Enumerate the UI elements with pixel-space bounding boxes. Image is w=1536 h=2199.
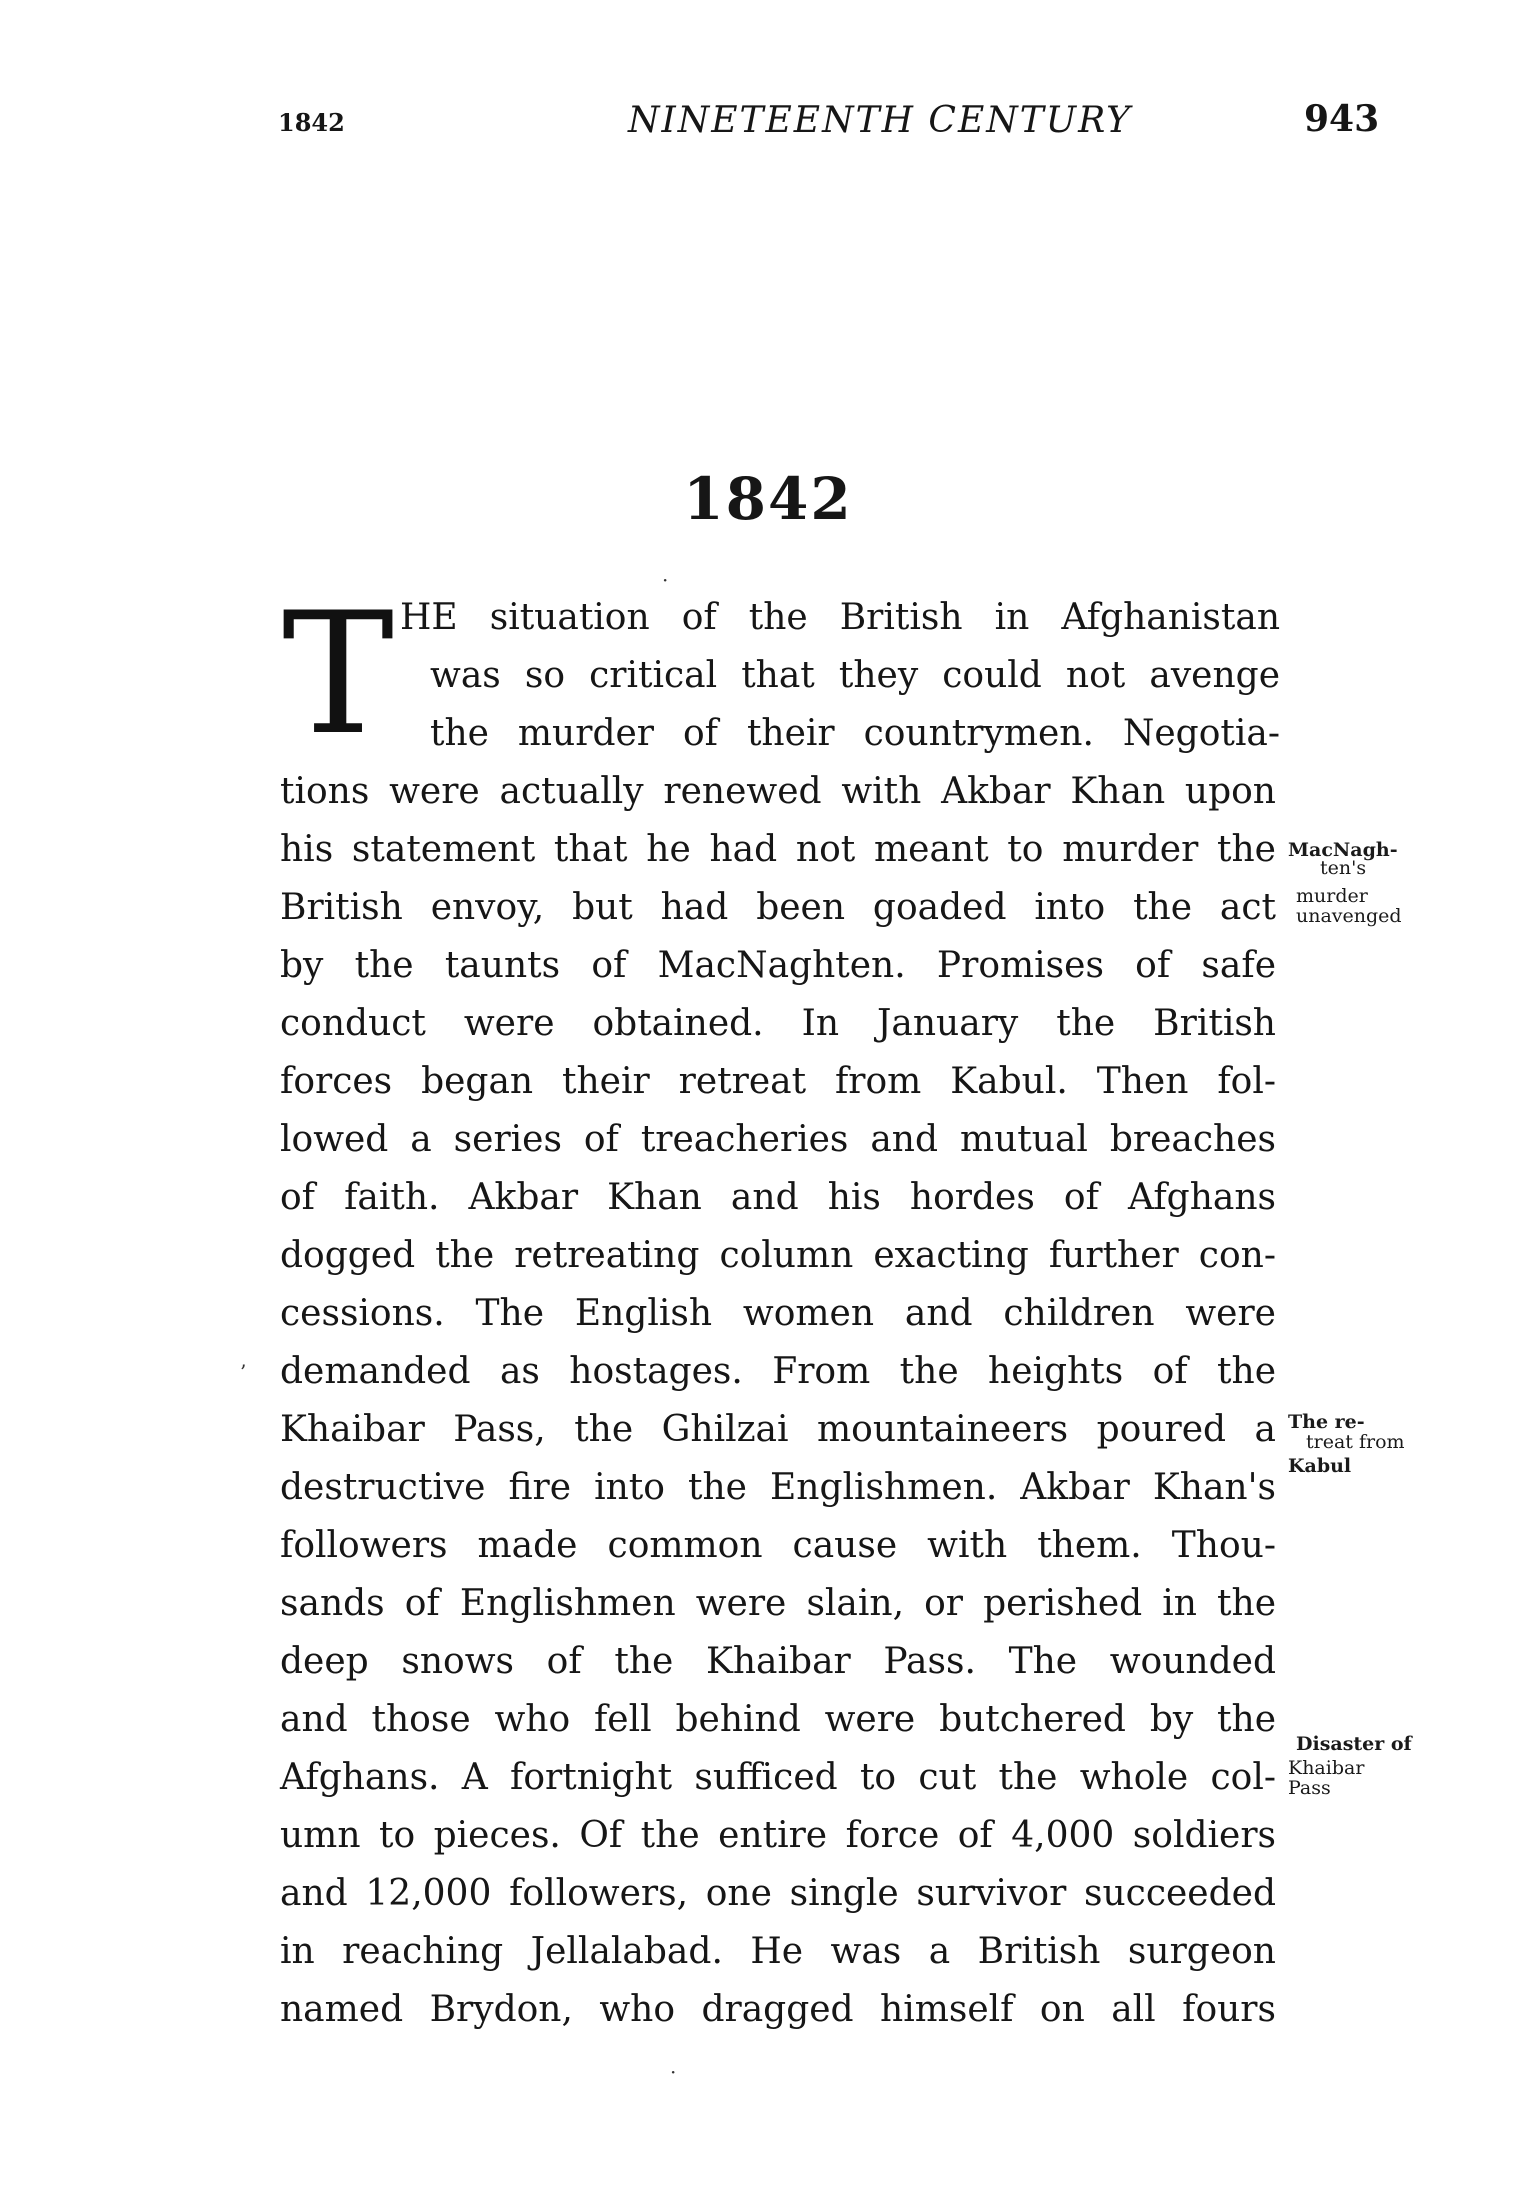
margin-note-2-line-3: Kabul bbox=[1288, 1455, 1352, 1477]
margin-note-3-line-3: Pass bbox=[1288, 1777, 1331, 1799]
body-line-14: demanded as hostages. From the heights of the bbox=[280, 1351, 1276, 1392]
body-line-11: of faith. Akbar Khan and his hordes of Afghans bbox=[280, 1177, 1276, 1218]
body-line-5: his statement that he had not meant to murder the bbox=[280, 829, 1276, 870]
chapter-year-heading: 1842 bbox=[683, 465, 853, 533]
running-head bbox=[0, 100, 1536, 144]
body-line-24: in reaching Jellalabad. He was a British surgeon bbox=[280, 1931, 1276, 1972]
body-line-4: tions were actually renewed with Akbar Khan upon bbox=[280, 771, 1276, 812]
margin-note-1-line-3: murder bbox=[1296, 885, 1368, 907]
body-line-10: lowed a series of treacheries and mutual breaches bbox=[280, 1119, 1276, 1160]
margin-note-1-line-2: ten's bbox=[1320, 857, 1367, 879]
body-line-20: and those who fell behind were butchered by the bbox=[280, 1699, 1276, 1740]
page-number: 943 bbox=[1304, 98, 1380, 140]
running-head-year: 1842 bbox=[278, 108, 345, 137]
body-line-13: cessions. The English women and children were bbox=[280, 1293, 1276, 1334]
body-line-3: the murder of their countrymen. Negotia- bbox=[430, 713, 1280, 754]
body-line-2: was so critical that they could not avenge bbox=[430, 655, 1280, 696]
drop-cap: T bbox=[282, 576, 395, 772]
speck-mark: · bbox=[662, 568, 669, 592]
body-line-8: conduct were obtained. In January the British bbox=[280, 1003, 1276, 1044]
body-line-16: destructive fire into the Englishmen. Akbar Khan's bbox=[280, 1467, 1276, 1508]
margin-note-1-line-4: unavenged bbox=[1296, 905, 1402, 927]
body-line-9: forces began their retreat from Kabul. Then fol- bbox=[280, 1061, 1276, 1102]
body-line-18: sands of Englishmen were slain, or perished in the bbox=[280, 1583, 1276, 1624]
body-line-21: Afghans. A fortnight sufficed to cut the whole col- bbox=[280, 1757, 1276, 1798]
margin-note-3-line-1: Disaster of bbox=[1296, 1733, 1412, 1755]
body-line-6: British envoy, but had been goaded into the act bbox=[280, 887, 1276, 928]
running-head-title: NINETEENTH CENTURY bbox=[628, 100, 1132, 141]
margin-note-3-line-2: Khaibar bbox=[1288, 1757, 1365, 1779]
body-line-15: Khaibar Pass, the Ghilzai mountaineers poured a bbox=[280, 1409, 1276, 1450]
margin-note-1-line-1: MacNagh- bbox=[1288, 839, 1398, 861]
body-line-17: followers made common cause with them. Thou- bbox=[280, 1525, 1276, 1566]
speck-mark: · bbox=[670, 2060, 677, 2084]
margin-note-2-line-2: treat from bbox=[1306, 1431, 1405, 1453]
body-line-7: by the taunts of MacNaghten. Promises of safe bbox=[280, 945, 1276, 986]
speck-mark: ’ bbox=[240, 1360, 247, 1384]
body-line-23: and 12,000 followers, one single survivor succeeded bbox=[280, 1873, 1276, 1914]
body-line-22: umn to pieces. Of the entire force of 4,000 soldiers bbox=[280, 1815, 1276, 1856]
body-line-25: named Brydon, who dragged himself on all fours bbox=[280, 1989, 1276, 2030]
margin-note-2-line-1: The re- bbox=[1288, 1411, 1365, 1433]
body-line-1: HE situation of the British in Afghanistan bbox=[400, 597, 1280, 638]
body-line-19: deep snows of the Khaibar Pass. The wounded bbox=[280, 1641, 1276, 1682]
body-line-12: dogged the retreating column exacting further con- bbox=[280, 1235, 1276, 1276]
